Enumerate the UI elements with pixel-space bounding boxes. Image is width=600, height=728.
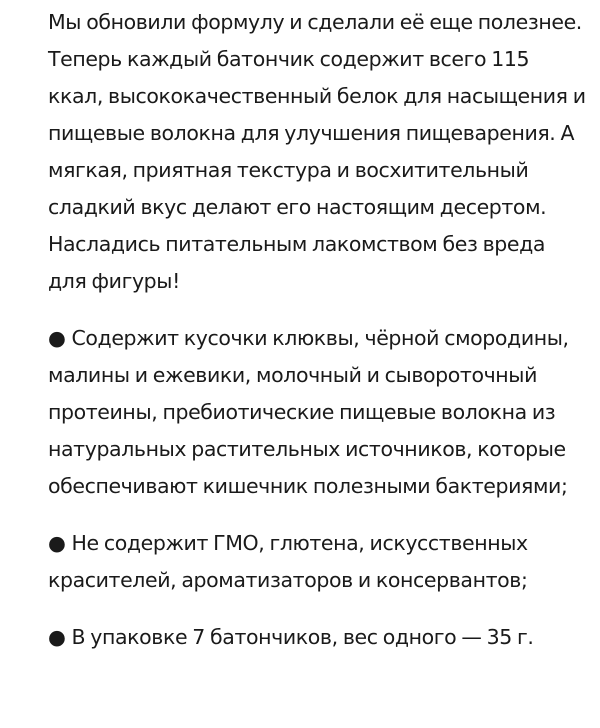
bullet-text: Не содержит ГМО, глютена, искусственных красителей, ароматизаторов и консервантов;	[48, 531, 528, 592]
bullet-item-package	[48, 619, 588, 656]
product-description	[48, 4, 588, 676]
bullet-dot-icon: ●	[48, 531, 66, 555]
bullet-text: Содержит кусочки клюквы, чёрной смородины, малины и ежевики, молочный и сывороточный протеины, пребиотические пищевые волокна из натуральных растительных источников, которые обеспечивают кишечник полезными бактериями;	[48, 326, 569, 498]
bullet-dot-icon: ●	[48, 326, 66, 350]
intro-paragraph: Мы обновили формулу и сделали её еще полезнее. Теперь каждый батончик содержит всего 115 ккал, высококачественный белок для насыщения и пищевые волокна для улучшения пищеварения. А мягкая, приятная текстура и восхитительный сладкий вкус делают его настоящим десертом. Насладись питательным лакомством без вреда для фигуры!	[48, 10, 586, 293]
bullet-item-ingredients	[48, 320, 588, 505]
bullet-text: В упаковке 7 батончиков, вес одного — 35 г.	[71, 625, 534, 649]
bullet-item-free-from	[48, 525, 588, 599]
bullet-dot-icon: ●	[48, 625, 66, 649]
